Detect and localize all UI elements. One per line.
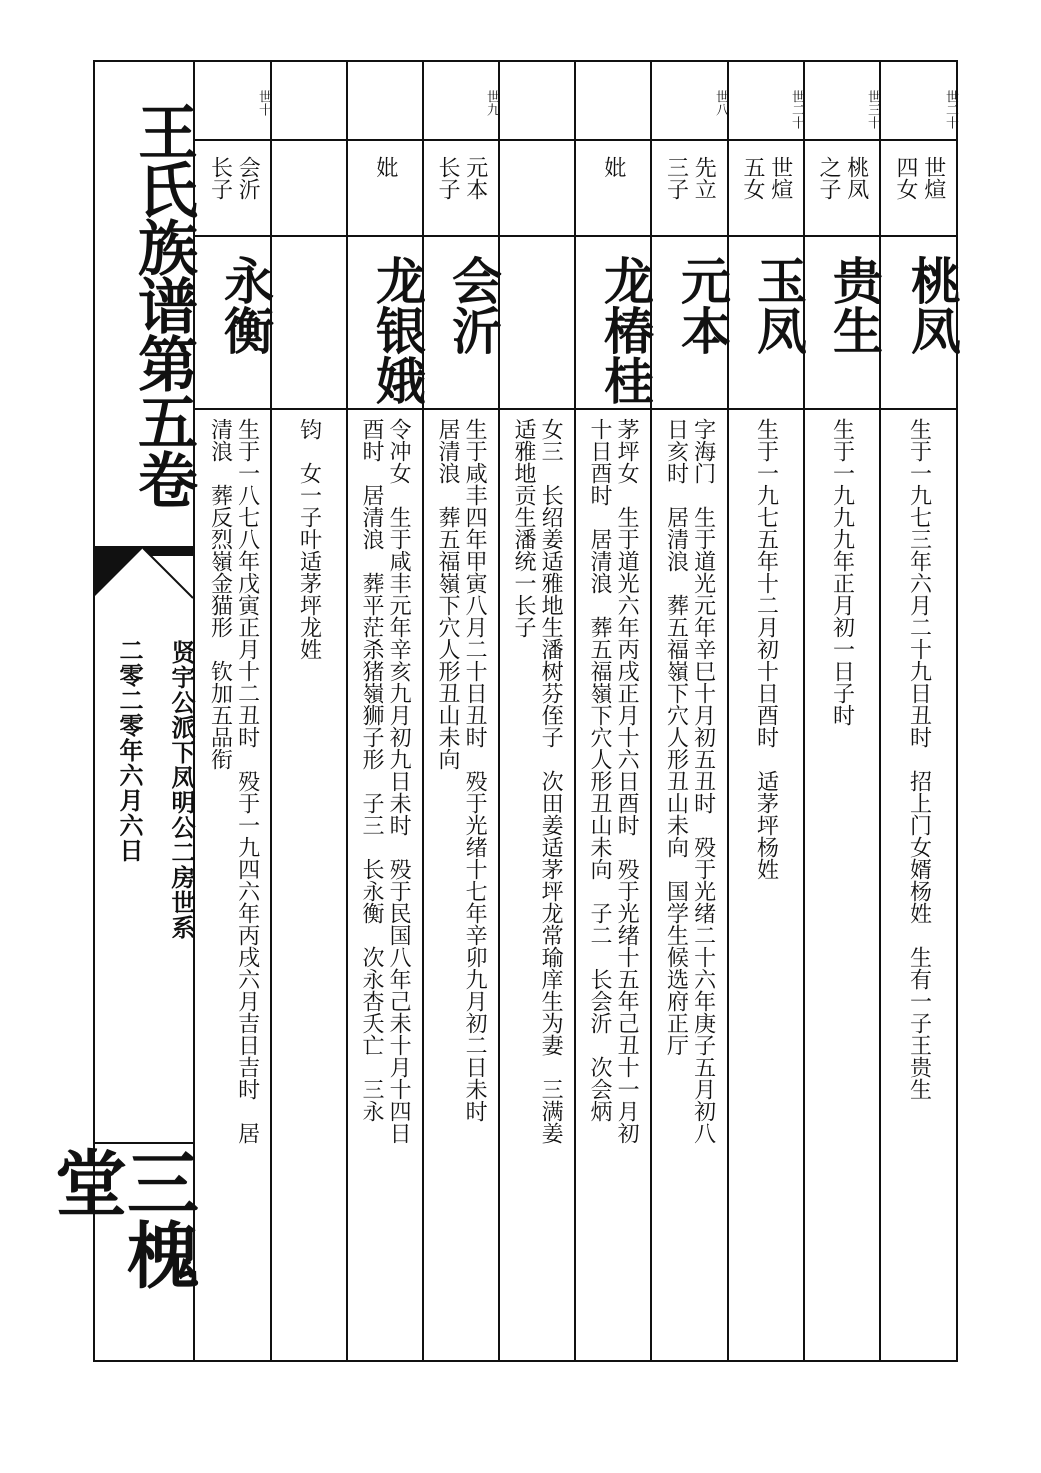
relation-label [576, 156, 650, 178]
biography [881, 418, 957, 1358]
title-panel [43, 60, 199, 1362]
biography [729, 418, 803, 1358]
row-divider [195, 408, 958, 410]
divider [93, 1142, 193, 1144]
hall-name: 三槐堂 [43, 1146, 199, 1290]
biography [424, 418, 498, 1358]
generation-label: 世八 [713, 90, 728, 116]
bio-line: 生于一九七三年六月二十九日丑时 招上门女婿杨姓 生有一子王贵生 [906, 418, 932, 1100]
relation-line: 长子 [435, 156, 460, 200]
bio-line: 女三 长绍姜适雅地生潘树芬侄子 次田姜适茅坪龙常瑜庠生为妻 三满姜 [538, 418, 564, 1144]
main-title: 王氏族谱第五卷 [128, 101, 198, 507]
relation-line: 妣 [372, 156, 398, 178]
relation-label [197, 156, 270, 200]
relation-label [881, 156, 957, 200]
person-name: 龙银娥 [368, 255, 426, 405]
relation-line: 之子 [816, 156, 841, 200]
subtitle: 贤宇公派下凤明公二房世系 [167, 640, 195, 940]
relation-line: 四女 [893, 156, 918, 200]
relation-line: 桃凤 [843, 156, 869, 200]
biography [197, 418, 270, 1358]
person-name: 桃凤 [903, 255, 961, 355]
biography [652, 418, 727, 1358]
bio-line: 清浪 葬反烈嶺金猫形 钦加五品衔 [207, 418, 233, 770]
person-name: 龙椿桂 [596, 255, 654, 405]
relation-line: 世煊 [767, 156, 793, 200]
person-name: 玉凤 [749, 255, 807, 355]
biography [348, 418, 422, 1358]
relation-label [805, 156, 879, 200]
biography [805, 418, 879, 1358]
bio-line: 生于一八七八年戊寅正月十二丑时 殁于一九四六年丙戌六月吉日吉时 居 [234, 418, 260, 1144]
row-divider [195, 235, 958, 237]
generation-label: 世二十 [789, 90, 804, 129]
banner-flag-decoration [93, 548, 193, 600]
publication-date: 二零二零年六月六日 [115, 637, 143, 863]
relation-line: 先立 [691, 156, 717, 200]
row-divider [195, 139, 958, 141]
relation-label [348, 156, 422, 178]
person-name: 永衡 [216, 255, 274, 355]
relation-line: 世煊 [920, 156, 946, 200]
bio-line: 字海门 生于道光元年辛巳十月初五丑时 殁于光绪二十六年庚子五月初八 [690, 418, 716, 1144]
biography [272, 418, 346, 1358]
bio-line: 十日酉时 居清浪 葬五福嶺下穴人形丑山未向 子二 长会沂 次会炳 [587, 418, 612, 1122]
generation-label: 世二十 [943, 90, 958, 129]
bio-line: 居清浪 葬五福嶺下穴人形丑山未向 [435, 418, 460, 770]
person-name: 贵生 [825, 255, 883, 355]
bio-line: 生于一九七五年十二月初十日酉时 适茅坪杨姓 [753, 418, 779, 880]
bio-line: 生于一九九九年正月初一日子时 [829, 418, 855, 726]
person-name: 会沂 [444, 255, 502, 355]
relation-label [652, 156, 727, 200]
bio-line: 生于咸丰四年甲寅八月二十日丑时 殁于光绪十七年辛卯九月初二日未时 [462, 418, 488, 1122]
bio-line: 钧 女一子叶适茅坪龙姓 [296, 418, 322, 660]
bio-line: 令冲女 生于咸丰元年辛亥九月初九日未时 殁于民国八年己未十月十四日 [386, 418, 412, 1144]
relation-label [729, 156, 803, 200]
generation-label: 世十 [256, 90, 271, 116]
bio-line: 适雅地贡生潘统一长子 [511, 418, 536, 638]
relation-line: 元本 [462, 156, 488, 200]
bio-line: 茅坪女 生于道光六年丙戌正月十六日酉时 殁于光绪十五年己丑十一月初 [614, 418, 640, 1144]
generation-label: 世九 [484, 90, 499, 116]
biography [576, 418, 650, 1358]
generation-label: 世三十 [865, 90, 880, 129]
person-name: 元本 [673, 255, 731, 355]
relation-line: 三子 [663, 156, 689, 200]
bio-line: 酉时 居清浪 葬平茫杀猪嶺狮子形 子三 长永衡 次永杏夭亡 三永 [359, 418, 384, 1122]
relation-label [424, 156, 498, 200]
relation-line: 会沂 [235, 156, 261, 200]
relation-line: 妣 [600, 156, 626, 178]
relation-line: 长子 [207, 156, 233, 200]
relation-line: 五女 [740, 156, 765, 200]
biography [500, 418, 574, 1358]
bio-line: 日亥时 居清浪 葬五福嶺下穴人形丑山未向 国学生候选府正厅 [663, 418, 689, 1056]
